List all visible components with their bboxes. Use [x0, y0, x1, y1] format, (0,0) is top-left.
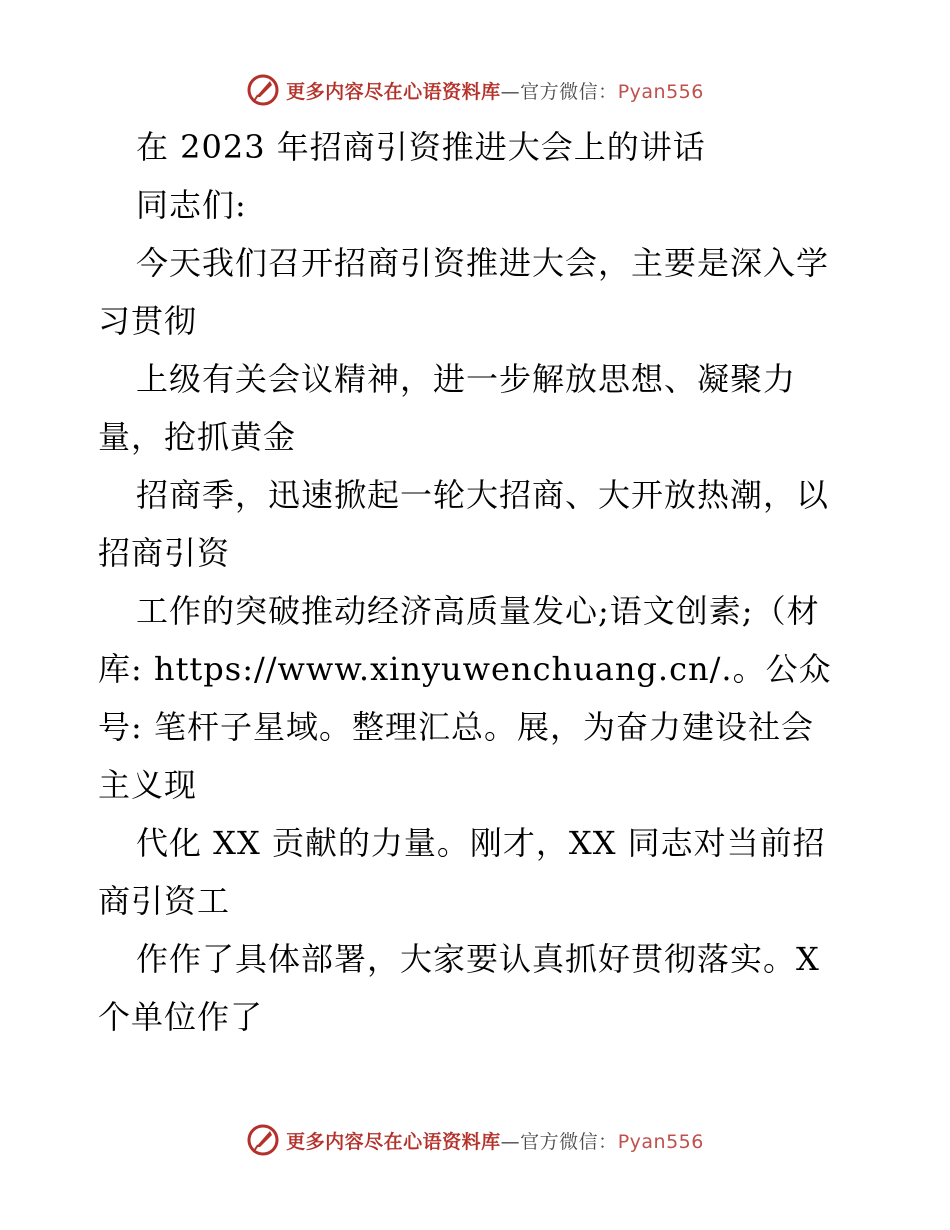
text-line: 作作了具体部署，大家要认真抓好贯彻落实。X [136, 940, 820, 978]
footer-brand: 更多内容尽在心语资料库 [286, 1130, 501, 1153]
text-line: 库: https://www.xinyuwenchuang.cn/.。公众 [98, 650, 832, 688]
text-line: 号: 笔杆子星域。整理汇总。展，为奋力建设社会 [98, 708, 814, 746]
footer-account: Pyan556 [617, 1130, 704, 1153]
footer-text [286, 1127, 704, 1154]
text-line: 商引资工 [98, 882, 231, 920]
text-line: 工作的突破推动经济高质量发心;语文创素;（材 [136, 592, 820, 630]
footer-separator: — [500, 1130, 521, 1153]
header-separator: — [500, 80, 521, 103]
header-account: Pyan556 [617, 80, 704, 103]
header-text [286, 77, 704, 104]
speech-title: 在 2023 年招商引资推进大会上的讲话 [136, 128, 706, 166]
salutation: 同志们: [136, 186, 247, 224]
document-body [98, 118, 888, 1046]
text-line: 主义现 [98, 766, 198, 804]
footer-official: 官方微信： [520, 1130, 618, 1153]
text-line: 招商引资 [98, 534, 231, 572]
header-brand: 更多内容尽在心语资料库 [286, 80, 501, 103]
text-line: 习贯彻 [98, 302, 198, 340]
header-official: 官方微信： [520, 80, 618, 103]
quill-logo-icon [246, 1123, 280, 1157]
footer-banner [0, 1120, 950, 1160]
text-line: 上级有关会议精神，进一步解放思想、凝聚力 [136, 360, 797, 398]
text-line: 代化 XX 贡献的力量。刚才，XX 同志对当前招 [136, 824, 826, 862]
quill-logo-icon [246, 73, 280, 107]
header-banner [0, 70, 950, 110]
text-line: 招商季，迅速掀起一轮大招商、大开放热潮，以 [136, 476, 830, 514]
text-line: 量，抢抓黄金 [98, 418, 297, 456]
text-line: 个单位作了 [98, 998, 264, 1036]
text-line: 今天我们召开招商引资推进大会，主要是深入学 [136, 244, 830, 282]
